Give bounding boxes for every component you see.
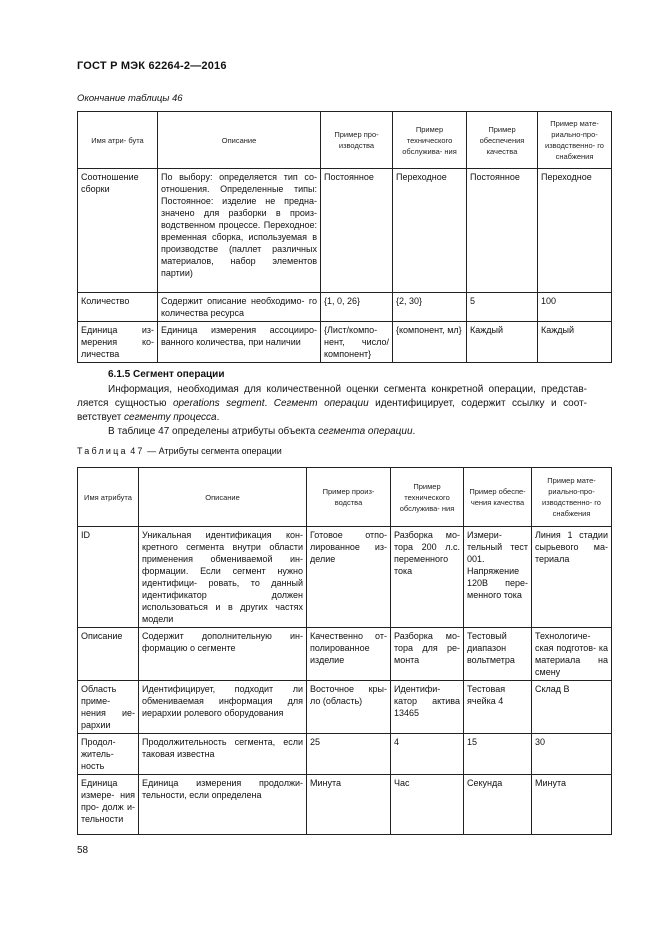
table-47 <box>77 467 612 835</box>
cell-quality-example: Секунда <box>464 775 532 835</box>
cell-attribute-name: Соотношение сборки <box>78 169 158 293</box>
cell-material-example: Минута <box>532 775 612 835</box>
table-word: Таблица <box>77 446 128 456</box>
cell-production-example: Восточное кры- ло (область) <box>307 681 391 734</box>
cell-quality-example: Измери- тельный тест 001. Напряжение 120В пере- менного тока <box>464 527 532 628</box>
cell-quality-example: 15 <box>464 734 532 775</box>
term-process-segment: сегменту процесса <box>124 412 217 423</box>
cell-attribute-name: Продол- житель- ность <box>78 734 139 775</box>
table47-title <box>77 446 282 456</box>
cell-maintenance-example: Разборка мо- тора для ре- монта <box>391 628 464 681</box>
cell-description: Продолжительность сегмента, если таковая известна <box>139 734 307 775</box>
column-header: Пример мате- риально-про- изводственно- го снабжения <box>538 112 612 169</box>
page-number: 58 <box>77 845 89 856</box>
cell-maintenance-example: Час <box>391 775 464 835</box>
cell-maintenance-example: Идентифи- катор актива 13465 <box>391 681 464 734</box>
table-row <box>78 734 612 775</box>
column-header: Пример произ- водства <box>307 468 391 527</box>
column-header: Имя атрибута <box>78 468 139 527</box>
paragraph-table-ref <box>108 425 588 439</box>
text-span: . <box>412 426 416 437</box>
column-header: Пример обеспе- чения качества <box>464 468 532 527</box>
cell-attribute-name: Область приме- нения ие- рархии <box>78 681 139 734</box>
cell-description: Содержит дополнительную ин- формацию о сегменте <box>139 628 307 681</box>
cell-attribute-name: Описание <box>78 628 139 681</box>
cell-maintenance-example: 4 <box>391 734 464 775</box>
cell-production-example: 25 <box>307 734 391 775</box>
cell-maintenance-example: {компонент, мл} <box>393 322 467 363</box>
text-span: . <box>216 412 220 423</box>
term-english: operations segment <box>172 398 265 409</box>
column-header: Имя атри- бута <box>78 112 158 169</box>
cell-description: Содержит описание необходимо- го количества ресурса <box>158 293 321 322</box>
table-row <box>78 322 612 363</box>
column-header: Пример про- изводства <box>321 112 393 169</box>
text-span: В таблице 47 определены атрибуты объекта <box>108 426 319 437</box>
cell-maintenance-example: Переходное <box>393 169 467 293</box>
table-row <box>78 628 612 681</box>
table46-caption: Окончание таблицы 46 <box>77 93 183 104</box>
column-header: Пример обеспечения качества <box>467 112 538 169</box>
section-title: 6.1.5 Сегмент операции <box>108 369 225 380</box>
table-row <box>78 169 612 293</box>
cell-maintenance-example: {2, 30} <box>393 293 467 322</box>
column-header: Описание <box>158 112 321 169</box>
table-header-row <box>78 112 612 169</box>
cell-material-example: Технологиче- ская подготов- ка материала на смену <box>532 628 612 681</box>
paragraph-intro <box>77 383 587 425</box>
document-code: ГОСТ Р МЭК 62264-2—2016 <box>77 60 227 72</box>
table-46 <box>77 111 612 363</box>
cell-description: Уникальная идентификация кон- кретного сегмента внутри области применения обмениваемой ин- формации. Если сегмент нужно идентифици- ровать, то данный идентификатор должен использоваться и в других частях модели <box>139 527 307 628</box>
cell-description: Единица измерения ассоцииро- ванного количества, при наличии <box>158 322 321 363</box>
cell-production-example: Качественно от- полированное изделие <box>307 628 391 681</box>
cell-material-example: Линия 1 стадии сырьевого ма- териала <box>532 527 612 628</box>
table-number: 47 <box>130 446 145 456</box>
column-header: Пример технического обслужива- ния <box>391 468 464 527</box>
text-span: Информация, необходимая для количественной оценки сегмента конкретной операции, представ- ляется сущностью <box>77 384 587 409</box>
cell-quality-example: Постоянное <box>467 169 538 293</box>
cell-material-example: 100 <box>538 293 612 322</box>
cell-material-example: Каждый <box>538 322 612 363</box>
cell-description: По выбору: определяется тип со- отношения. Определенные типы: Постоянное: изделие не предна- значено для разборки в произ- водственном процессе. Переходное: временная сборка, используемая в производстве (паллет различных материалов, набор элементов партии) <box>158 169 321 293</box>
text-span: . <box>264 398 274 409</box>
column-header: Описание <box>139 468 307 527</box>
table-title-text: — Атрибуты сегмента операции <box>147 446 282 456</box>
cell-attribute-name: Количество <box>78 293 158 322</box>
column-header: Пример технического обслужива- ния <box>393 112 467 169</box>
table-row <box>78 681 612 734</box>
cell-material-example: Переходное <box>538 169 612 293</box>
cell-quality-example: Тестовый диапазон вольтметра <box>464 628 532 681</box>
cell-production-example: Постоянное <box>321 169 393 293</box>
cell-quality-example: 5 <box>467 293 538 322</box>
cell-quality-example: Тестовая ячейка 4 <box>464 681 532 734</box>
table-row <box>78 293 612 322</box>
cell-attribute-name: Единица из- мерения ко- личества <box>78 322 158 363</box>
term-operation-segment: Сегмент операции <box>273 398 369 409</box>
cell-maintenance-example: Разборка мо- тора 200 л.с. переменного тока <box>391 527 464 628</box>
term-operation-segment: сегмента операции <box>318 426 413 437</box>
table-row <box>78 775 612 835</box>
cell-attribute-name: ID <box>78 527 139 628</box>
cell-description: Идентифицирует, подходит ли обмениваемая информация для иерархии ролевого оборудования <box>139 681 307 734</box>
cell-quality-example: Каждый <box>467 322 538 363</box>
cell-attribute-name: Единица измере- ния про- долж и- тельности <box>78 775 139 835</box>
cell-production-example: Готовое отпо- лированное из- делие <box>307 527 391 628</box>
cell-production-example: {Лист/компо- нент, число/ компонент} <box>321 322 393 363</box>
cell-material-example: Склад В <box>532 681 612 734</box>
text-span: идентифицирует, содержит ссылку и соот- ветствует <box>77 398 587 423</box>
column-header: Пример мате- риально-про- изводственно- го снабжения <box>532 468 612 527</box>
table-row <box>78 527 612 628</box>
cell-description: Единица измерения продолжи- тельности, если определена <box>139 775 307 835</box>
cell-production-example: {1, 0, 26} <box>321 293 393 322</box>
table-header-row <box>78 468 612 527</box>
cell-material-example: 30 <box>532 734 612 775</box>
cell-production-example: Минута <box>307 775 391 835</box>
